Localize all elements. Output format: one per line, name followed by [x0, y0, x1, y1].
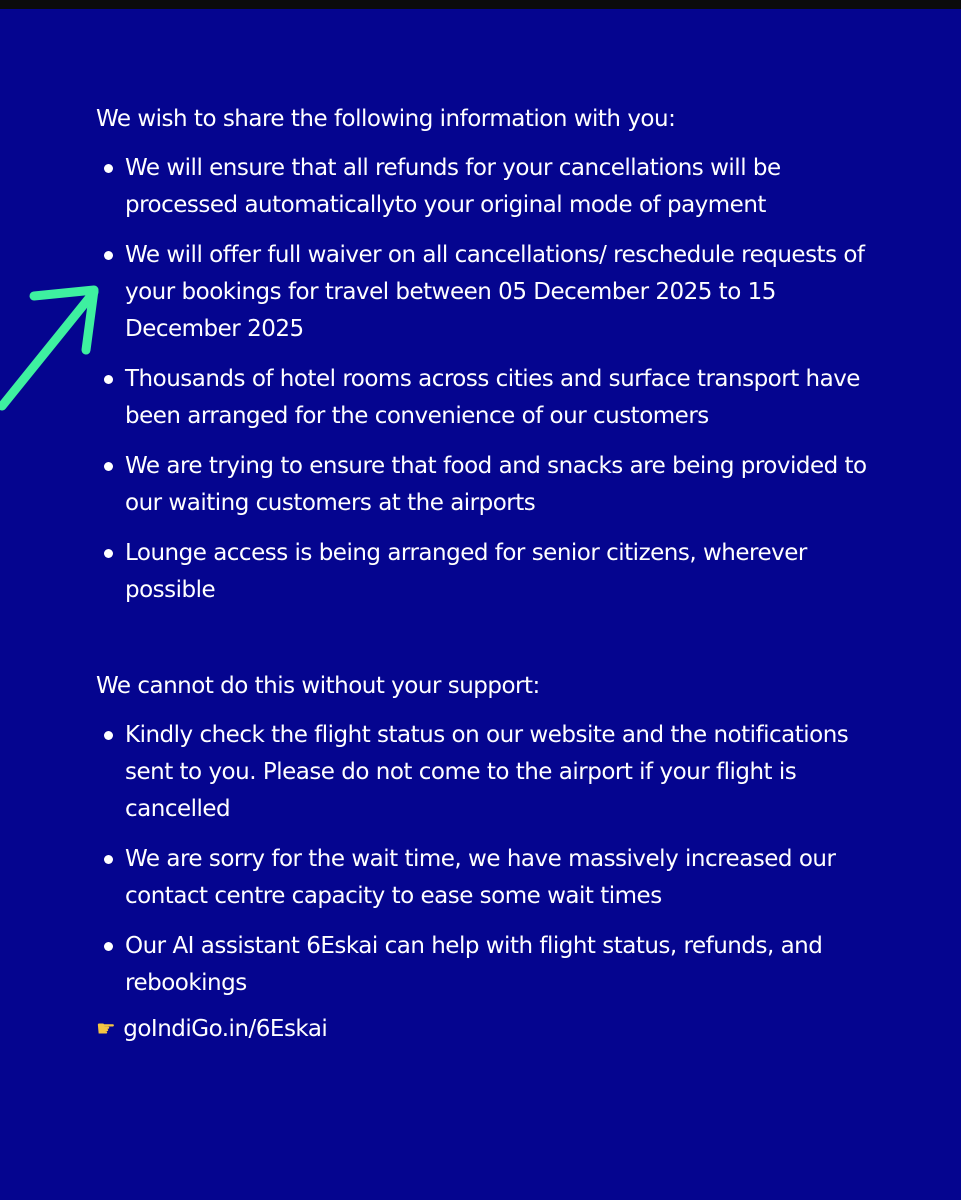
- info-section: [96, 101, 886, 609]
- list-item: [96, 150, 886, 224]
- bullet-icon: [104, 549, 113, 558]
- list-item: [96, 841, 886, 915]
- bullet-icon: [104, 731, 113, 740]
- list-item-text: We will offer full waiver on all cancellations/ reschedule requests of your bookings for travel between 05 December 2025 to 15 December 2025: [125, 242, 865, 342]
- info-list: [96, 150, 886, 609]
- list-item: [96, 237, 886, 348]
- list-item-text: We will ensure that all refunds for your cancellations will be processed automaticallyto your original mode of payment: [125, 155, 781, 218]
- support-heading: We cannot do this without your support:: [96, 673, 540, 699]
- list-item-text: We are trying to ensure that food and snacks are being provided to our waiting customers at the airports: [125, 453, 867, 516]
- list-item-text: Thousands of hotel rooms across cities and surface transport have been arranged for the convenience of our customers: [125, 366, 860, 429]
- link-line: [96, 1011, 886, 1048]
- bullet-icon: [104, 164, 113, 173]
- list-item: [96, 361, 886, 435]
- list-item: [96, 535, 886, 609]
- list-item: [96, 448, 886, 522]
- main-content: [96, 101, 886, 1048]
- support-section: [96, 668, 886, 1048]
- bullet-icon: [104, 942, 113, 951]
- list-item-text: Our AI assistant 6Eskai can help with flight status, refunds, and rebookings: [125, 933, 823, 996]
- bullet-icon: [104, 462, 113, 471]
- list-item-text: Kindly check the flight status on our website and the notifications sent to you. Please do not come to the airport if your flight is cancelled: [125, 722, 849, 822]
- list-item-text: Lounge access is being arranged for senior citizens, wherever possible: [125, 540, 807, 603]
- top-bar: [0, 0, 961, 9]
- green-arrow-icon: [0, 262, 108, 412]
- list-item-text: We are sorry for the wait time, we have massively increased our contact centre capacity to ease some wait times: [125, 846, 836, 909]
- info-heading: We wish to share the following information with you:: [96, 106, 676, 132]
- list-item: [96, 928, 886, 1002]
- support-list: [96, 717, 886, 1002]
- bullet-icon: [104, 855, 113, 864]
- bullet-icon: [104, 375, 113, 384]
- bullet-icon: [104, 251, 113, 260]
- list-item: [96, 717, 886, 828]
- website-link[interactable]: goIndiGo.in/6Eskai: [123, 1016, 328, 1042]
- pointing-hand-icon: ☛: [96, 1017, 116, 1042]
